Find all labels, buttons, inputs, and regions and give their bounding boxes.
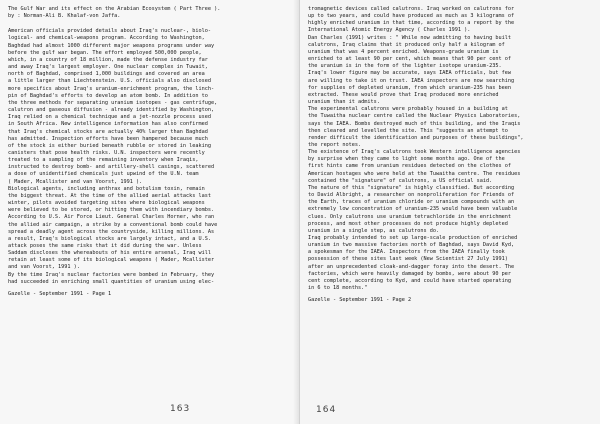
text-line: calutron and gaseous diffusion - already identified by Washington,: [8, 107, 215, 114]
left-page-number: 163: [170, 404, 191, 414]
text-line: and van Voorst, 1991 ).: [8, 264, 80, 271]
text-line: factories, which were heavily damaged by bombs, were about 90 per: [308, 270, 512, 277]
text-line: then cleared and levelled the site. This "suggests an attempt to: [308, 127, 508, 134]
text-line: ( Mader, Mcallister and van Voorst, 1991 ).: [8, 178, 143, 185]
text-line: American hostages who were held at the Tuwaitha centre. The residues: [308, 170, 521, 177]
text-line: the Tuwaitha nuclear centre called the Nuclear Physics Laboratories,: [308, 113, 521, 120]
text-line: Dan Charles (1991) writes : " While now admitting to having built: [308, 34, 512, 41]
text-line: Iraq's lower figure may be accurate, says IAEA officials, but few: [308, 70, 512, 77]
text-line: the biggest threat. At the time of the allied aerial attacks last: [8, 192, 212, 199]
text-line: after an unprecedented cloak-and-dagger foray into the desert. The: [308, 263, 515, 270]
text-line: before the gulf war began. The effort employed 500,000 people,: [8, 49, 202, 56]
text-line: uranium than it admits.: [308, 99, 380, 106]
text-line: The nature of this "signature" is highly classified. But according: [308, 184, 515, 191]
text-line: attack poses the same risks that it did during the war. Unless: [8, 243, 202, 249]
text-line: winter, pilots avoided targeting sites where biological weapons: [8, 200, 205, 207]
text-line: calutrons, Iraq claims that it produced only half a kilogram of: [308, 41, 505, 48]
right-page-footer: Gazelle - September 1991 - Page 2: [308, 297, 412, 304]
text-line: are willing to take it on trust. IAEA inspectors are now searching: [308, 77, 515, 84]
text-line: first hints came from uranium residues detected on the clothes of: [308, 163, 512, 170]
header-line: The Gulf War and its effect on the Arabian Ecosystem ( Part Three ).: [8, 6, 221, 12]
text-line: up to two years, and could have produced as much as 3 kilograms of: [308, 13, 515, 20]
article-header: [8, 6, 291, 20]
text-line: uranium that was 4 percent enriched. Weapons-grade uranium is: [308, 48, 499, 55]
text-line: International Atomic Energy Agency ( Charles 1991 ).: [308, 27, 471, 34]
text-line: cent complete, according to Kyd, and could have started operating: [308, 277, 512, 284]
text-line: north of Baghdad, comprised 1,000 buildings and covered an area: [8, 71, 205, 78]
left-page-body: [8, 28, 291, 286]
text-line: to David Albright, a researcher on nonproliferation for Friends of: [308, 192, 515, 199]
text-line: Iraq relied on a chemical technique and a jet-nozzle process used: [8, 114, 212, 121]
text-line: contained the "signature" of calutrons, a US official said.: [308, 177, 493, 184]
text-line: that Iraq's chemical stocks are actually 40% larger than Baghdad: [8, 128, 208, 135]
right-page-body: [308, 6, 592, 292]
text-line: had succeeded in enriching small quantities of uranium using elec-: [8, 278, 215, 285]
text-line: possession of these sites last week (New Scientist 27 July 1991): [308, 256, 508, 263]
text-line: enriched to at least 90 per cent, which means that 90 per cent of: [308, 56, 512, 63]
text-line: the Earth, traces of uranium chloride or uranium compounds with an: [308, 199, 515, 206]
text-line: of the stock is either buried beneath rubble or stored in leaking: [8, 142, 212, 149]
text-line: and away Iraq's largest employer. One nuclear complex in Tuwait,: [8, 64, 208, 71]
text-line: by surprise when they came to light some months ago. One of the: [308, 156, 505, 163]
right-page-number: 164: [316, 405, 337, 415]
text-line: a little larger than Liechtenstein. U.S. officials also disclosed: [8, 78, 212, 85]
text-line: retain at least some of its biological weapons ( Mader, Mcallister: [8, 257, 215, 264]
text-line: The experimental calutrons were probably housed in a building at: [308, 106, 508, 113]
text-line: has admitted. Inspection efforts have been hampered because much: [8, 135, 208, 142]
text-line: the allied air campaign, a strike by a conventional bomb could have: [8, 221, 218, 228]
text-line: Iraq probably intended to set up large-scale production of enriched: [308, 235, 518, 241]
text-line: Baghdad had almost 1000 different major weapons programs under way: [8, 42, 215, 49]
text-line: extracted. These would prove that Iraq produced more enriched: [308, 91, 499, 98]
text-line: a result, Iraq's biological stocks are largely intact, and a U.S.: [8, 235, 212, 242]
gutter-shadow: [293, 0, 299, 424]
text-line: the report notes.: [308, 141, 362, 148]
text-line: logical- and chemical-weapons program. According to Washington,: [8, 35, 205, 42]
text-line: in South Africa. New intelligence information has also confirmed: [8, 121, 208, 128]
text-line: the uranium is in the form of the lighter isotope uranium-235.: [308, 63, 502, 70]
text-line: render difficult the identification and purposes of these buildings",: [308, 134, 524, 141]
text-line: canisters that pose health risks. U.N. inspectors were recently: [8, 149, 205, 156]
text-line: According to U.S. Air Force Lieut. General Charles Horner, who ran: [8, 214, 215, 221]
text-line: extremely low concentration of uranium-235 would have been valuable: [308, 206, 518, 213]
text-line: more specifics about Iraq's uranium-enrichment program, the linch-: [8, 85, 215, 92]
text-line: the three methods for separating uranium isotopes - gas centrifuge,: [8, 99, 218, 106]
text-line: tromagnetic devices called calutrons. Iraq worked on calutrons for: [308, 6, 515, 12]
text-line: pin of Baghdad's efforts to develop an atom bomb. In addition to: [8, 92, 208, 99]
text-line: Saddam discloses the whereabouts of his entire arsenal, Iraq will: [8, 250, 212, 257]
text-line: clues. Only calutrons use uranium tetrachloride in the enrichment: [308, 213, 512, 220]
text-line: The existence of Iraq's calutrons took Western intelligence agencies: [308, 149, 521, 156]
text-line: treated to a sampling of the remaining inventory when Iraqis,: [8, 157, 199, 164]
left-page-footer: Gazelle - September 1991 - Page 1: [8, 290, 112, 297]
text-line: uranium in two massive factories north of Baghdad, says David Kyd,: [308, 242, 515, 249]
text-line: highly enriched uranium in that time, according to a report by the: [308, 20, 515, 27]
text-line: Biological agents, including anthrax and botulism toxin, remain: [8, 185, 205, 192]
text-line: instructed to destroy bomb- and artillery-shell casings, scattered: [8, 164, 215, 171]
text-line: uranium in a single step, as calutrons do.: [308, 227, 440, 234]
text-line: were believed to be stored, or hitting them with incendiary bombs.: [8, 207, 215, 214]
text-line: a spokesman for the IAEA. Inspectors from the IAEA finally took: [308, 249, 505, 256]
text-line: in 6 to 18 months.": [308, 285, 368, 292]
text-line: for supplies of depleted uranium, from which uranium-235 has been: [308, 84, 512, 91]
text-line: spread a deadly agent across the countryside, killing millions. As: [8, 228, 215, 235]
text-line: process, and most other processes do not produce highly depleted: [308, 220, 508, 227]
right-page: [300, 0, 600, 424]
text-line: says the IAEA. Bombs destroyed much of this building, and the Iraqis: [308, 120, 521, 127]
text-line: which, in a country of 18 million, made the defense industry far: [8, 56, 208, 63]
header-line: by : Norman-Ali B. Khalaf-von Jaffa.: [8, 13, 121, 20]
text-line: a dose of unidentified chemicals just upwind of the U.N. team: [8, 171, 199, 178]
text-line: American officials provided details about Iraq's nuclear-, biolo-: [8, 28, 212, 35]
text-line: By the time Iraq's nuclear factories were bombed in February, they: [8, 271, 215, 278]
